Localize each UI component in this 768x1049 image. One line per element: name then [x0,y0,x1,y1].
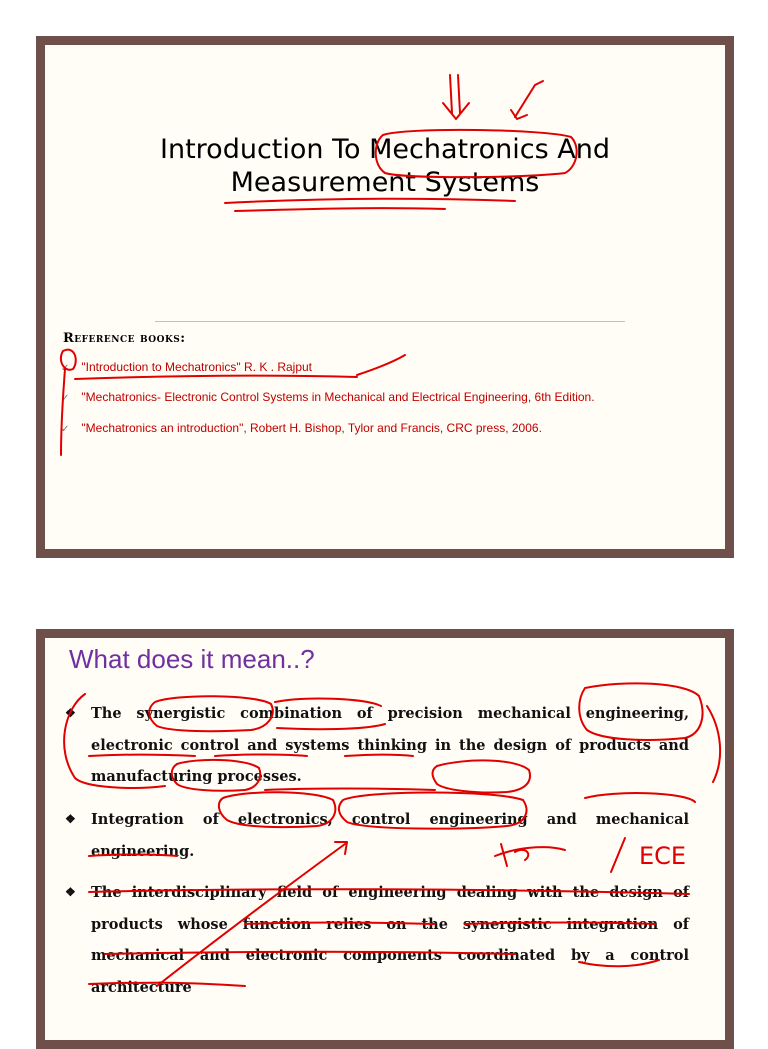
right-bracket [707,706,720,782]
bullet-item [65,698,689,793]
bullet-text: The synergistic combination of precision mechanical engineering, electronic control and systems thinking in the design of products and manufacturing processes. [91,705,689,785]
slide-1-title [45,133,725,199]
check-icon: ✓ [61,363,70,374]
bracket-left [61,369,65,455]
bullet-text: The interdisciplinary field of engineering dealing with the design of products whose function relies on the synergistic integration of mechanical and electronic components coordinated by a control architecture [91,884,689,996]
arrow-slant-mark [511,81,543,119]
reference-item [61,360,312,374]
underline-measurement [225,199,515,211]
reference-item [61,390,595,404]
check-icon: ✓ [61,424,70,435]
circle-mechanical-2 [585,793,695,802]
handwritten-annotations [45,45,725,549]
bullet-item [65,877,689,1003]
title-line-1: Introduction To Mechatronics And [160,134,610,165]
diamond-bullet-icon: ❖ [65,812,76,826]
diamond-bullet-icon: ❖ [65,706,76,720]
diamond-bullet-icon: ❖ [65,885,76,899]
slide-2 [36,629,734,1049]
slide-2-title: What does it mean..? [69,644,315,674]
check-icon: ✓ [61,393,70,404]
reference-item [61,421,542,435]
title-line-2: Measurement Systems [230,167,540,198]
references-heading: Reference books: [63,331,186,346]
bullet-item [65,804,689,867]
ece-note: ECE [639,842,687,870]
reference-text: "Introduction to Mechatronics" R. K . Rajput [81,360,313,374]
divider-line [155,321,625,322]
arrow-down-mark [443,75,469,119]
slide-1 [36,36,734,558]
reference-text: "Mechatronics an introduction", Robert H. Bishop, Tylor and Francis, CRC press, 2006. [81,421,542,435]
reference-text: "Mechatronics- Electronic Control Systems in Mechanical and Electrical Engineering, 6th Edition. [81,390,595,404]
bullet-text: Integration of electronics, control engineering and mechanical engineering. [91,811,689,860]
